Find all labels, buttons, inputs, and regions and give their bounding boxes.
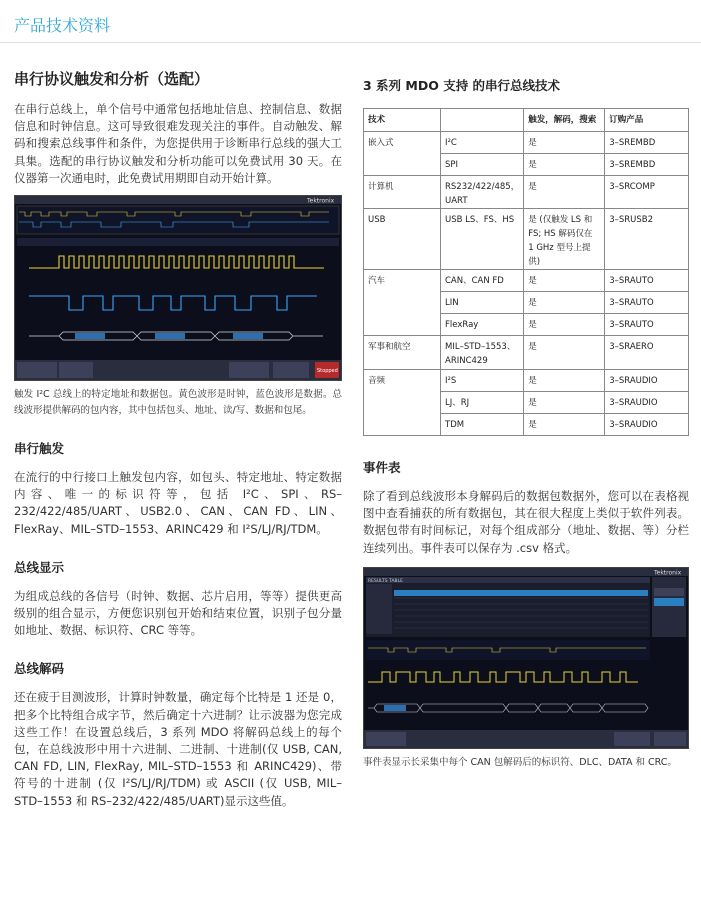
table-cell-category: 嵌入式 (364, 132, 441, 176)
table-cell-product: 3–SRAUTO (605, 270, 689, 292)
table-cell-product: 3–SRAUDIO (605, 392, 689, 414)
table-title: 3 系列 MDO 支持 的串行总线技术 (363, 78, 561, 93)
table-row (364, 209, 689, 270)
table-cell-product: 3–SREMBD (605, 132, 689, 154)
table-cell-product: 3–SRAUDIO (605, 370, 689, 392)
table-cell-product: 3–SRAUTO (605, 314, 689, 336)
section-title-bus-display: 总线显示 (14, 559, 65, 575)
table-cell-category: 汽车 (364, 270, 441, 336)
table-cell-support: 是 (524, 154, 605, 176)
table-cell-support: 是 (524, 336, 605, 370)
table-cell-tech: TDM (441, 414, 524, 436)
table-cell-support: 是 (524, 414, 605, 436)
table-cell-product: 3–SRCOMP (605, 176, 689, 209)
section-title-serial-trigger: 串行触发 (14, 441, 65, 457)
table-cell-category: USB (364, 209, 441, 270)
section-body-serial-trigger: 在流行的中行接口上触发包内容，如包头、特定地址、特定数据内容、唯一的标识符等，包括 I²C、SPI、RS–232/422/485/UART、USB2.0、CAN、CAN FD、LIN、FlexRay、MIL–STD–1553、ARINC429 和 I²S/LJ/RJ/TDM。 (14, 470, 342, 536)
table-cell-tech: I²S (441, 370, 524, 392)
section-body-serial-analysis: 在串行总线上，单个信号中通常包括地址信息、控制信息、数据信息和时钟信息。这可导致很难发现关注的事件。自动触发、解码和搜索总线事件和条件，为您提供用于诊断串行总线的强大工具集。选配的串行协议触发和分析功能可以免费试用 30 天。在仪器第一次通电时，此免费试用期即自动开始计算。 (14, 102, 342, 185)
table-row (364, 176, 689, 209)
table-cell-product: 3–SRUSB2 (605, 209, 689, 270)
table-header-cell: 触发，解码，搜索 (524, 109, 605, 132)
table-cell-tech: LJ、RJ (441, 392, 524, 414)
scope-stopped-label: Stopped (317, 368, 338, 375)
results-table-title: RESULTS TABLE (368, 578, 403, 584)
section-body-bus-decode: 还在疲于目测波形，计算时钟数量，确定每个比特是 1 还是 0，把多个比特组合成字节，然后确定十六进制？让示波器为您完成这些工作！在设置总线后，3 系列 MDO 将解码总线上的每个包，在总线波形中用十六进制、二进制、十进制(仅 USB, CAN, CAN FD, LIN, FlexRay, MIL–STD–1553 和 ARINC429)、带符号的十进制 (仅 I²S/LJ/RJ/TDM) 或 ASCII (仅 USB, MIL–STD–1553 和 RS–232/422/485/UART)显示这些值。 (14, 690, 342, 808)
section-title-bus-decode: 总线解码 (14, 661, 65, 677)
figure1-caption: 触发 I²C 总线上的特定地址和数据包。黄色波形是时钟，蓝色波形是数据。总线波形提供解码的包内容，其中包括包头、地址、读/写、数据和包尾。 (14, 389, 342, 417)
table-cell-support: 是 (524, 370, 605, 392)
table-cell-product: 3–SREMBD (605, 154, 689, 176)
table-header-row (364, 109, 689, 132)
table-cell-support: 是 (524, 314, 605, 336)
table-cell-tech: FlexRay (441, 314, 524, 336)
table-cell-tech: CAN、CAN FD (441, 270, 524, 292)
table-cell-product: 3–SRAUDIO (605, 414, 689, 436)
table-cell-category: 计算机 (364, 176, 441, 209)
table-cell-support: 是 (524, 270, 605, 292)
page-header-title: 产品技术资料 (14, 16, 111, 35)
table-cell-tech: RS232/422/485，UART (441, 176, 524, 209)
table-cell-tech: MIL–STD–1553、ARINC429 (441, 336, 524, 370)
table-cell-tech: LIN (441, 292, 524, 314)
table-row (364, 336, 689, 370)
scope-brand-label: Tektronix (307, 197, 335, 205)
table-cell-tech: I²C (441, 132, 524, 154)
oscilloscope-screenshot-i2c (14, 195, 342, 381)
scope-brand-label: Tektronix (654, 569, 682, 577)
table-row (364, 370, 689, 392)
table-cell-category: 音频 (364, 370, 441, 436)
section-body-bus-display: 为组成总线的各信号（时钟、数据、芯片启用，等等）提供更高级别的组合显示，方便您识别包开始和结束位置，识别子包分量如地址、数据、标识符、CRC 等等。 (14, 588, 342, 638)
figure2-caption: 事件表显示长采集中每个 CAN 包解码后的标识符、DLC、DATA 和 CRC。 (363, 756, 677, 768)
table-cell-support: 是 (524, 176, 605, 209)
table-cell-category: 军事和航空 (364, 336, 441, 370)
section-title-event-table: 事件表 (363, 460, 401, 475)
table-cell-tech: SPI (441, 154, 524, 176)
table-cell-support: 是 (524, 292, 605, 314)
section-body-event-table: 除了看到总线波形本身解码后的数据包数据外，您可以在表格视图中查看捕获的所有数据包，其在很大程度上类似于软件列表。数据包带有时间标记，对每个组成部分（地址、数据、等）分栏连续列出。事件表可以保存为 .csv 格式。 (363, 489, 689, 555)
oscilloscope-screenshot-can (363, 567, 689, 749)
table-cell-support: 是 (524, 132, 605, 154)
header-divider (0, 42, 701, 43)
section-title-serial-analysis: 串行协议触发和分析（选配） (14, 70, 210, 88)
table-cell-support: 是 (仅触发 LS 和 FS; HS 解码仅在 1 GHz 型号上提供) (524, 209, 605, 270)
table-cell-tech: USB LS、FS、HS (441, 209, 524, 270)
table-header-cell (441, 109, 524, 132)
table-header-cell: 技术 (364, 109, 441, 132)
table-cell-support: 是 (524, 392, 605, 414)
table-row (364, 132, 689, 154)
table-row (364, 270, 689, 292)
table-cell-product: 3–SRAERO (605, 336, 689, 370)
table-cell-product: 3–SRAUTO (605, 292, 689, 314)
table-header-cell: 订购产品 (605, 109, 689, 132)
serial-bus-table (363, 108, 689, 436)
left-column (14, 68, 342, 810)
right-column (363, 76, 689, 771)
